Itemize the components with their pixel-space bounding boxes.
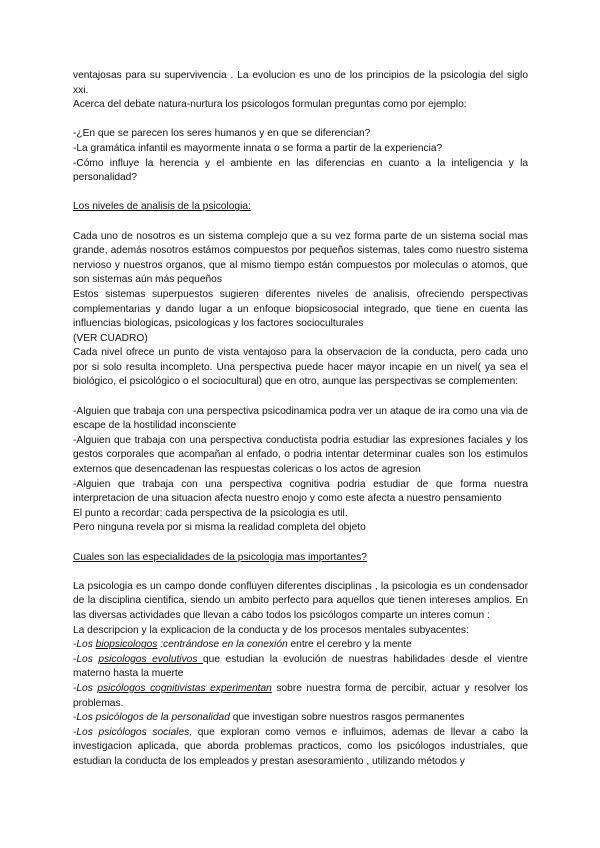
specialty-biopsychologists: -Los biopsicologos :centrándose en la conexión entre el cerebro y la mente	[73, 639, 412, 651]
specialty-developmental: -Los psicologos evolutivos que estudian la evolución de nuestras habilidades desde el vientre materno hasta la muerte	[73, 653, 528, 680]
bullet-psychodynamic: -Alguien que trabaja con una perspectiva psicodinamica podra ver un ataque de ira como una via de escape de la hostilidad inconsciente	[73, 405, 528, 432]
section-heading-levels: Los niveles de analisis de la psicologia:	[73, 201, 251, 213]
term-psicologos-cognitivistas: psicólogos cognitivistas experimentan	[97, 682, 272, 694]
bullet-cognitive: -Alguien que trabaja con una perspectiva cognitiva podria estudiar de que forma nuestra interpretacion de una situacion afecta nuestro enojo y como este afecta a nuestro pensamiento	[73, 478, 528, 505]
question-2: -La gramática infantil es mayormente innata o se forma a partir de la experiencia?	[73, 142, 443, 154]
specialty-cognitive: -Los psicólogos cognitivistas experimentan sobre nuestra forma de percibir, actuar y resolver los problemas.	[73, 682, 528, 709]
bullet-behaviorist: -Alguien que trabaja con una perspectiva conductista podria estudiar las expresiones faciales y los gestos corporales que acompañan al enfado, o podria intentar determinar cuales son los estimulos externos que desencadenan las respuestas colericas o los actos de agresion	[73, 434, 528, 476]
paragraph-levels: Cada nivel ofrece un punto de vista ventajoso para la observacion de la conducta, pero cada uno por si solo resulta incompleto. Una perspectiva puede hacer mayor incapie en un nivel( ya sea el biológico, el psicológico o el sociocultural) que en otro, aunque las perspectivas se complementen:	[73, 347, 528, 388]
specialty-social: -Los psicólogos sociales, que exploran como vemos e influimos, ademas de llevar a cabo la investigacion aplicada, que aborda problemas practicos, como los psicólogos industriales, que estudian la conducta de los empleados y prestan asesoramiento , utilizando métodos y	[73, 726, 528, 767]
paragraph-nature-nurture: Acerca del debate natura-nurtura los psicologos formulan preguntas como por ejemplo:	[73, 99, 467, 111]
term-biopsicologos: biopsicologos	[95, 639, 158, 651]
paragraph-field: La psicologia es un campo donde confluyen diferentes disciplinas , la psicologia es un condensador de la disciplina cientifica, siendo un ambito perfecto para aquellos que tienen intereses amplios. En las diversas actividades que llevan a cabo todos los psicólogos comparte un interes comun :	[73, 580, 528, 621]
section-heading-specialties: Cuales son las especialidades de la psicologia mas importantes?	[73, 551, 367, 563]
paragraph-no-single: Pero ninguna revela por si misma la realidad completa del objeto	[73, 522, 366, 534]
paragraph-perspectives: Estos sistemas superpuestos sugieren diferentes niveles de analisis, ofreciendo perspectivas complementarias y dando lugar a un enfoque biopsicosocial integrado, que tiene en cuenta las influencias biologicas, psicologicas y los factores socioculturales	[73, 288, 528, 330]
paragraph-key-point: El punto a recordar: cada perspectiva de la psicologia es util.	[73, 507, 348, 519]
document-body	[73, 69, 528, 770]
term-psicologos-evolutivos: psicologos evolutivos	[98, 653, 204, 665]
specialty-personality: -Los psicólogos de la personalidad que investigan sobre nuestros rasgos permanentes	[73, 712, 465, 724]
paragraph-systems: Cada uno de nosotros es un sistema complejo que a su vez forma parte de un sistema social mas grande, además nosotros estámos compuestos por pequeños sistemas, tales como nuestro sistema nervioso y nuestros organos, que al mismo tiempo están compuestos por moleculas o atomos, que son sistemas aún más pequeños	[73, 230, 528, 286]
question-1: -¿En que se parecen los seres humanos y en que se diferencian?	[73, 128, 371, 140]
paragraph-see-chart: (VER CUADRO)	[73, 332, 148, 344]
paragraph-description: La descripcion y la explicacion de la conducta y de los procesos mentales subyacentes:	[73, 624, 469, 636]
question-3: -Cómo influye la herencia y el ambiente en las diferencias en cuanto a la inteligencia y la personalidad?	[73, 157, 528, 184]
paragraph-evolution: ventajosas para su supervivencia . La evolucion es uno de los principios de la psicologia del siglo xxi.	[73, 70, 528, 96]
